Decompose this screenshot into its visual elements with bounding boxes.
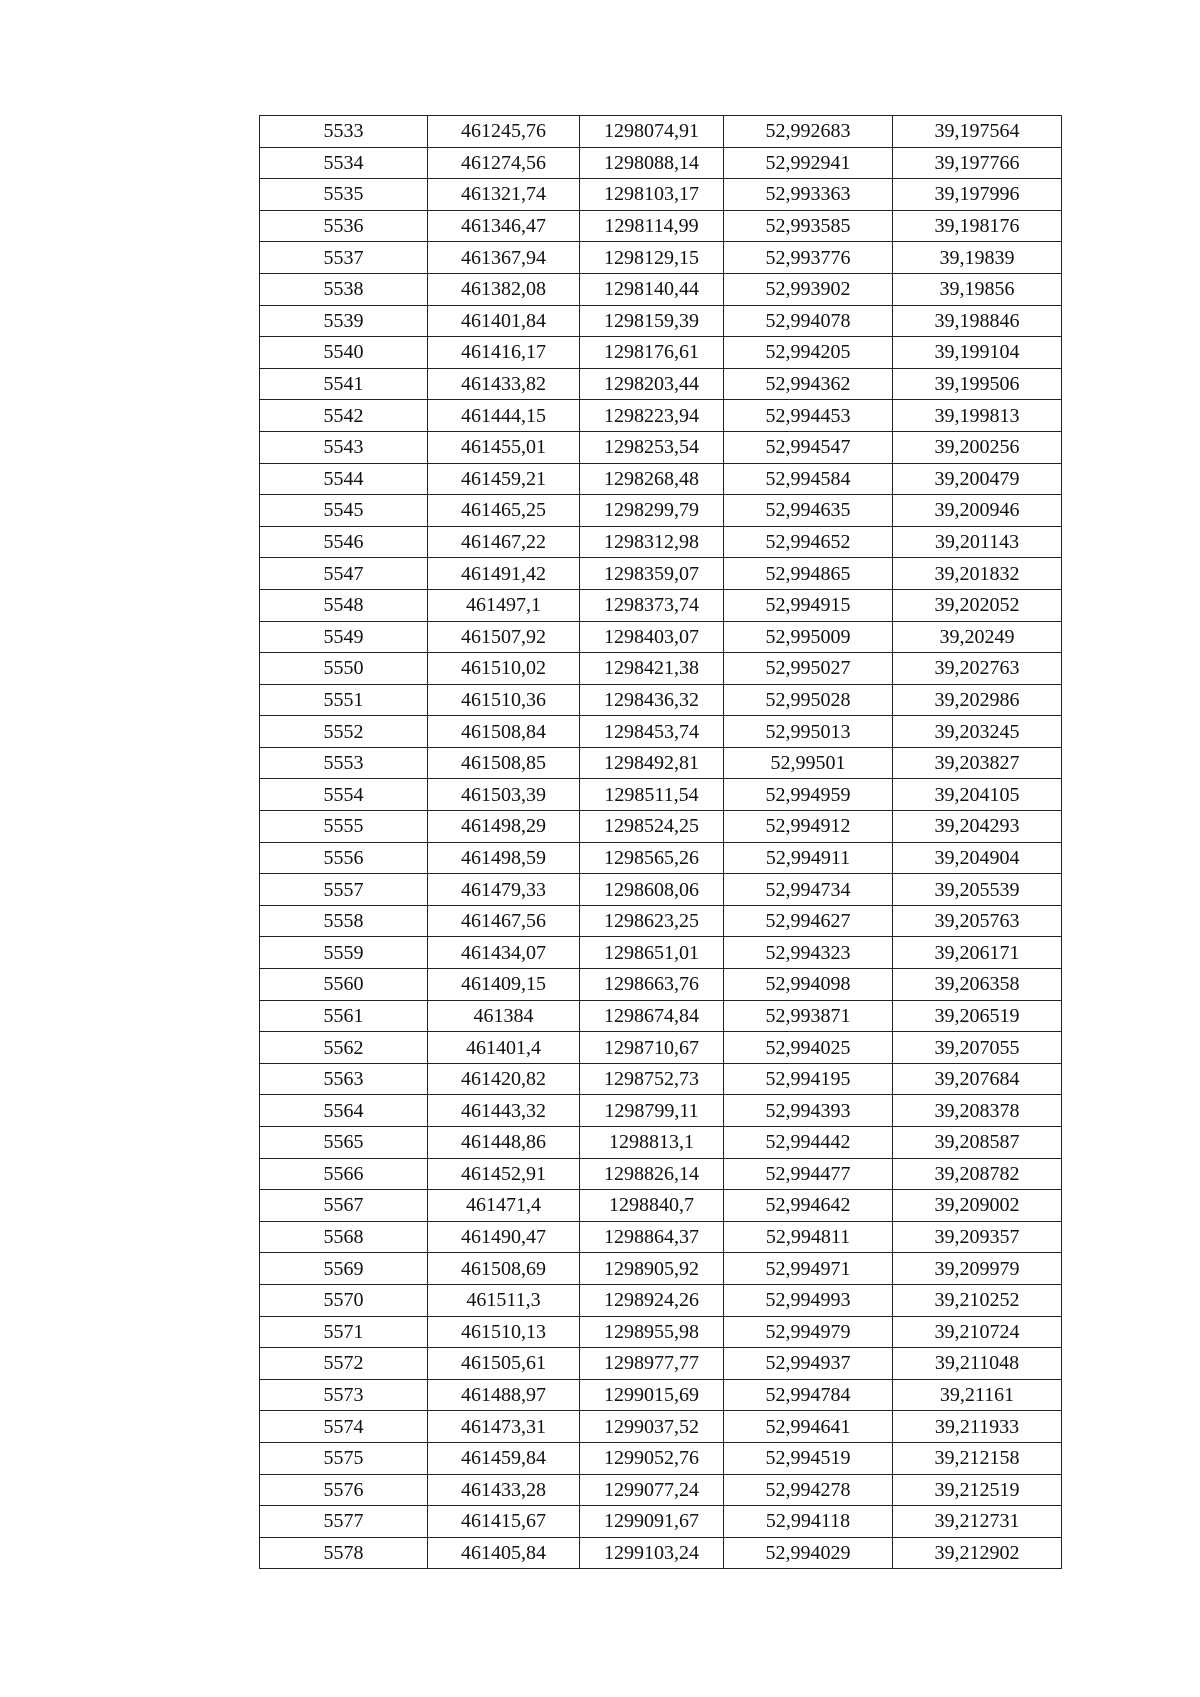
table-row xyxy=(260,495,1062,527)
latitude-cell: 52,994547 xyxy=(724,431,893,463)
point-number-cell: 5568 xyxy=(260,1221,428,1253)
y-coordinate-cell: 1298103,17 xyxy=(580,179,724,211)
point-number-cell: 5533 xyxy=(260,116,428,148)
table-row xyxy=(260,1000,1062,1032)
longitude-cell: 39,208587 xyxy=(893,1127,1062,1159)
latitude-cell: 52,994784 xyxy=(724,1379,893,1411)
latitude-cell: 52,994635 xyxy=(724,495,893,527)
longitude-cell: 39,21161 xyxy=(893,1379,1062,1411)
point-number-cell: 5537 xyxy=(260,242,428,274)
point-number-cell: 5543 xyxy=(260,431,428,463)
x-coordinate-cell: 461415,67 xyxy=(428,1506,580,1538)
table-row xyxy=(260,1506,1062,1538)
table-row xyxy=(260,147,1062,179)
y-coordinate-cell: 1298359,07 xyxy=(580,558,724,590)
latitude-cell: 52,993363 xyxy=(724,179,893,211)
longitude-cell: 39,210724 xyxy=(893,1316,1062,1348)
point-number-cell: 5563 xyxy=(260,1063,428,1095)
x-coordinate-cell: 461510,36 xyxy=(428,684,580,716)
longitude-cell: 39,19856 xyxy=(893,273,1062,305)
longitude-cell: 39,204105 xyxy=(893,779,1062,811)
latitude-cell: 52,99501 xyxy=(724,747,893,779)
x-coordinate-cell: 461505,61 xyxy=(428,1348,580,1380)
x-coordinate-cell: 461444,15 xyxy=(428,400,580,432)
point-number-cell: 5553 xyxy=(260,747,428,779)
table-row xyxy=(260,305,1062,337)
y-coordinate-cell: 1298608,06 xyxy=(580,874,724,906)
table-row xyxy=(260,1190,1062,1222)
y-coordinate-cell: 1298826,14 xyxy=(580,1158,724,1190)
latitude-cell: 52,992683 xyxy=(724,116,893,148)
y-coordinate-cell: 1298129,15 xyxy=(580,242,724,274)
x-coordinate-cell: 461508,85 xyxy=(428,747,580,779)
latitude-cell: 52,994025 xyxy=(724,1032,893,1064)
point-number-cell: 5571 xyxy=(260,1316,428,1348)
table-row xyxy=(260,210,1062,242)
latitude-cell: 52,994362 xyxy=(724,368,893,400)
longitude-cell: 39,212519 xyxy=(893,1474,1062,1506)
latitude-cell: 52,995009 xyxy=(724,621,893,653)
latitude-cell: 52,994993 xyxy=(724,1284,893,1316)
point-number-cell: 5574 xyxy=(260,1411,428,1443)
table-row xyxy=(260,684,1062,716)
x-coordinate-cell: 461503,39 xyxy=(428,779,580,811)
y-coordinate-cell: 1298074,91 xyxy=(580,116,724,148)
y-coordinate-cell: 1299052,76 xyxy=(580,1442,724,1474)
point-number-cell: 5534 xyxy=(260,147,428,179)
y-coordinate-cell: 1298253,54 xyxy=(580,431,724,463)
table-row xyxy=(260,621,1062,653)
latitude-cell: 52,994098 xyxy=(724,969,893,1001)
x-coordinate-cell: 461511,3 xyxy=(428,1284,580,1316)
table-row xyxy=(260,1253,1062,1285)
longitude-cell: 39,207684 xyxy=(893,1063,1062,1095)
longitude-cell: 39,204904 xyxy=(893,842,1062,874)
y-coordinate-cell: 1298651,01 xyxy=(580,937,724,969)
table-row xyxy=(260,874,1062,906)
x-coordinate-cell: 461245,76 xyxy=(428,116,580,148)
point-number-cell: 5549 xyxy=(260,621,428,653)
longitude-cell: 39,208378 xyxy=(893,1095,1062,1127)
point-number-cell: 5551 xyxy=(260,684,428,716)
table-row xyxy=(260,653,1062,685)
table-row xyxy=(260,779,1062,811)
x-coordinate-cell: 461274,56 xyxy=(428,147,580,179)
point-number-cell: 5570 xyxy=(260,1284,428,1316)
table-row xyxy=(260,937,1062,969)
latitude-cell: 52,994393 xyxy=(724,1095,893,1127)
longitude-cell: 39,20249 xyxy=(893,621,1062,653)
longitude-cell: 39,206519 xyxy=(893,1000,1062,1032)
latitude-cell: 52,994029 xyxy=(724,1537,893,1569)
point-number-cell: 5538 xyxy=(260,273,428,305)
point-number-cell: 5572 xyxy=(260,1348,428,1380)
y-coordinate-cell: 1298492,81 xyxy=(580,747,724,779)
latitude-cell: 52,994323 xyxy=(724,937,893,969)
longitude-cell: 39,203245 xyxy=(893,716,1062,748)
x-coordinate-cell: 461488,97 xyxy=(428,1379,580,1411)
latitude-cell: 52,995027 xyxy=(724,653,893,685)
x-coordinate-cell: 461401,84 xyxy=(428,305,580,337)
point-number-cell: 5575 xyxy=(260,1442,428,1474)
table-row xyxy=(260,558,1062,590)
longitude-cell: 39,204293 xyxy=(893,811,1062,843)
table-row xyxy=(260,1411,1062,1443)
point-number-cell: 5557 xyxy=(260,874,428,906)
table-row xyxy=(260,242,1062,274)
table-row xyxy=(260,716,1062,748)
point-number-cell: 5554 xyxy=(260,779,428,811)
table-row xyxy=(260,811,1062,843)
latitude-cell: 52,994519 xyxy=(724,1442,893,1474)
point-number-cell: 5548 xyxy=(260,589,428,621)
y-coordinate-cell: 1298905,92 xyxy=(580,1253,724,1285)
longitude-cell: 39,208782 xyxy=(893,1158,1062,1190)
point-number-cell: 5573 xyxy=(260,1379,428,1411)
x-coordinate-cell: 461455,01 xyxy=(428,431,580,463)
point-number-cell: 5544 xyxy=(260,463,428,495)
y-coordinate-cell: 1298176,61 xyxy=(580,337,724,369)
x-coordinate-cell: 461467,56 xyxy=(428,905,580,937)
y-coordinate-cell: 1298840,7 xyxy=(580,1190,724,1222)
point-number-cell: 5564 xyxy=(260,1095,428,1127)
latitude-cell: 52,994118 xyxy=(724,1506,893,1538)
x-coordinate-cell: 461465,25 xyxy=(428,495,580,527)
longitude-cell: 39,197564 xyxy=(893,116,1062,148)
longitude-cell: 39,203827 xyxy=(893,747,1062,779)
longitude-cell: 39,205539 xyxy=(893,874,1062,906)
x-coordinate-cell: 461459,84 xyxy=(428,1442,580,1474)
table-row xyxy=(260,337,1062,369)
y-coordinate-cell: 1298663,76 xyxy=(580,969,724,1001)
table-row xyxy=(260,747,1062,779)
x-coordinate-cell: 461382,08 xyxy=(428,273,580,305)
point-number-cell: 5542 xyxy=(260,400,428,432)
latitude-cell: 52,994652 xyxy=(724,526,893,558)
table-row xyxy=(260,1348,1062,1380)
longitude-cell: 39,209979 xyxy=(893,1253,1062,1285)
table-row xyxy=(260,463,1062,495)
longitude-cell: 39,202763 xyxy=(893,653,1062,685)
table-row xyxy=(260,905,1062,937)
latitude-cell: 52,994911 xyxy=(724,842,893,874)
point-number-cell: 5569 xyxy=(260,1253,428,1285)
longitude-cell: 39,199104 xyxy=(893,337,1062,369)
point-number-cell: 5546 xyxy=(260,526,428,558)
table-row xyxy=(260,1032,1062,1064)
table-row xyxy=(260,116,1062,148)
y-coordinate-cell: 1298813,1 xyxy=(580,1127,724,1159)
longitude-cell: 39,200479 xyxy=(893,463,1062,495)
x-coordinate-cell: 461405,84 xyxy=(428,1537,580,1569)
y-coordinate-cell: 1298524,25 xyxy=(580,811,724,843)
longitude-cell: 39,201143 xyxy=(893,526,1062,558)
latitude-cell: 52,994915 xyxy=(724,589,893,621)
longitude-cell: 39,209002 xyxy=(893,1190,1062,1222)
x-coordinate-cell: 461479,33 xyxy=(428,874,580,906)
latitude-cell: 52,993776 xyxy=(724,242,893,274)
point-number-cell: 5547 xyxy=(260,558,428,590)
point-number-cell: 5536 xyxy=(260,210,428,242)
x-coordinate-cell: 461346,47 xyxy=(428,210,580,242)
latitude-cell: 52,994584 xyxy=(724,463,893,495)
x-coordinate-cell: 461510,02 xyxy=(428,653,580,685)
longitude-cell: 39,212158 xyxy=(893,1442,1062,1474)
longitude-cell: 39,199813 xyxy=(893,400,1062,432)
coordinates-table-body xyxy=(260,116,1062,1569)
longitude-cell: 39,206171 xyxy=(893,937,1062,969)
latitude-cell: 52,994627 xyxy=(724,905,893,937)
longitude-cell: 39,197766 xyxy=(893,147,1062,179)
y-coordinate-cell: 1298312,98 xyxy=(580,526,724,558)
latitude-cell: 52,994195 xyxy=(724,1063,893,1095)
latitude-cell: 52,993902 xyxy=(724,273,893,305)
table-row xyxy=(260,1221,1062,1253)
longitude-cell: 39,211048 xyxy=(893,1348,1062,1380)
y-coordinate-cell: 1298752,73 xyxy=(580,1063,724,1095)
table-row xyxy=(260,1158,1062,1190)
y-coordinate-cell: 1298140,44 xyxy=(580,273,724,305)
latitude-cell: 52,994205 xyxy=(724,337,893,369)
y-coordinate-cell: 1298268,48 xyxy=(580,463,724,495)
point-number-cell: 5559 xyxy=(260,937,428,969)
latitude-cell: 52,994865 xyxy=(724,558,893,590)
x-coordinate-cell: 461507,92 xyxy=(428,621,580,653)
latitude-cell: 52,994642 xyxy=(724,1190,893,1222)
longitude-cell: 39,200946 xyxy=(893,495,1062,527)
longitude-cell: 39,207055 xyxy=(893,1032,1062,1064)
point-number-cell: 5576 xyxy=(260,1474,428,1506)
coordinates-table xyxy=(259,115,1062,1569)
y-coordinate-cell: 1298203,44 xyxy=(580,368,724,400)
table-row xyxy=(260,179,1062,211)
point-number-cell: 5561 xyxy=(260,1000,428,1032)
point-number-cell: 5567 xyxy=(260,1190,428,1222)
x-coordinate-cell: 461409,15 xyxy=(428,969,580,1001)
y-coordinate-cell: 1298114,99 xyxy=(580,210,724,242)
point-number-cell: 5562 xyxy=(260,1032,428,1064)
longitude-cell: 39,212731 xyxy=(893,1506,1062,1538)
y-coordinate-cell: 1299091,67 xyxy=(580,1506,724,1538)
latitude-cell: 52,994442 xyxy=(724,1127,893,1159)
longitude-cell: 39,200256 xyxy=(893,431,1062,463)
point-number-cell: 5550 xyxy=(260,653,428,685)
x-coordinate-cell: 461321,74 xyxy=(428,179,580,211)
latitude-cell: 52,994912 xyxy=(724,811,893,843)
longitude-cell: 39,202052 xyxy=(893,589,1062,621)
point-number-cell: 5565 xyxy=(260,1127,428,1159)
table-row xyxy=(260,368,1062,400)
x-coordinate-cell: 461433,28 xyxy=(428,1474,580,1506)
point-number-cell: 5578 xyxy=(260,1537,428,1569)
table-row xyxy=(260,273,1062,305)
longitude-cell: 39,209357 xyxy=(893,1221,1062,1253)
table-row xyxy=(260,1316,1062,1348)
y-coordinate-cell: 1298511,54 xyxy=(580,779,724,811)
y-coordinate-cell: 1298623,25 xyxy=(580,905,724,937)
latitude-cell: 52,992941 xyxy=(724,147,893,179)
point-number-cell: 5577 xyxy=(260,1506,428,1538)
point-number-cell: 5552 xyxy=(260,716,428,748)
latitude-cell: 52,995013 xyxy=(724,716,893,748)
longitude-cell: 39,211933 xyxy=(893,1411,1062,1443)
y-coordinate-cell: 1298977,77 xyxy=(580,1348,724,1380)
y-coordinate-cell: 1298453,74 xyxy=(580,716,724,748)
point-number-cell: 5566 xyxy=(260,1158,428,1190)
longitude-cell: 39,198846 xyxy=(893,305,1062,337)
point-number-cell: 5541 xyxy=(260,368,428,400)
latitude-cell: 52,994278 xyxy=(724,1474,893,1506)
latitude-cell: 52,994959 xyxy=(724,779,893,811)
table-row xyxy=(260,1095,1062,1127)
table-row xyxy=(260,589,1062,621)
x-coordinate-cell: 461434,07 xyxy=(428,937,580,969)
x-coordinate-cell: 461367,94 xyxy=(428,242,580,274)
point-number-cell: 5560 xyxy=(260,969,428,1001)
latitude-cell: 52,994453 xyxy=(724,400,893,432)
latitude-cell: 52,994734 xyxy=(724,874,893,906)
x-coordinate-cell: 461459,21 xyxy=(428,463,580,495)
x-coordinate-cell: 461491,42 xyxy=(428,558,580,590)
latitude-cell: 52,994477 xyxy=(724,1158,893,1190)
y-coordinate-cell: 1299015,69 xyxy=(580,1379,724,1411)
y-coordinate-cell: 1298403,07 xyxy=(580,621,724,653)
y-coordinate-cell: 1299037,52 xyxy=(580,1411,724,1443)
x-coordinate-cell: 461508,69 xyxy=(428,1253,580,1285)
table-row xyxy=(260,1537,1062,1569)
longitude-cell: 39,202986 xyxy=(893,684,1062,716)
x-coordinate-cell: 461448,86 xyxy=(428,1127,580,1159)
x-coordinate-cell: 461401,4 xyxy=(428,1032,580,1064)
longitude-cell: 39,198176 xyxy=(893,210,1062,242)
longitude-cell: 39,205763 xyxy=(893,905,1062,937)
y-coordinate-cell: 1298159,39 xyxy=(580,305,724,337)
longitude-cell: 39,199506 xyxy=(893,368,1062,400)
x-coordinate-cell: 461508,84 xyxy=(428,716,580,748)
y-coordinate-cell: 1298864,37 xyxy=(580,1221,724,1253)
table-row xyxy=(260,1063,1062,1095)
longitude-cell: 39,201832 xyxy=(893,558,1062,590)
longitude-cell: 39,210252 xyxy=(893,1284,1062,1316)
y-coordinate-cell: 1298799,11 xyxy=(580,1095,724,1127)
latitude-cell: 52,994641 xyxy=(724,1411,893,1443)
latitude-cell: 52,995028 xyxy=(724,684,893,716)
table-row xyxy=(260,431,1062,463)
table-row xyxy=(260,1474,1062,1506)
x-coordinate-cell: 461384 xyxy=(428,1000,580,1032)
x-coordinate-cell: 461433,82 xyxy=(428,368,580,400)
table-row xyxy=(260,1284,1062,1316)
y-coordinate-cell: 1298924,26 xyxy=(580,1284,724,1316)
x-coordinate-cell: 461452,91 xyxy=(428,1158,580,1190)
y-coordinate-cell: 1298223,94 xyxy=(580,400,724,432)
latitude-cell: 52,993585 xyxy=(724,210,893,242)
point-number-cell: 5558 xyxy=(260,905,428,937)
longitude-cell: 39,206358 xyxy=(893,969,1062,1001)
table-row xyxy=(260,1127,1062,1159)
x-coordinate-cell: 461498,29 xyxy=(428,811,580,843)
longitude-cell: 39,212902 xyxy=(893,1537,1062,1569)
table-row xyxy=(260,842,1062,874)
x-coordinate-cell: 461473,31 xyxy=(428,1411,580,1443)
point-number-cell: 5555 xyxy=(260,811,428,843)
table-row xyxy=(260,1442,1062,1474)
table-row xyxy=(260,526,1062,558)
x-coordinate-cell: 461490,47 xyxy=(428,1221,580,1253)
table-row xyxy=(260,969,1062,1001)
y-coordinate-cell: 1299103,24 xyxy=(580,1537,724,1569)
x-coordinate-cell: 461498,59 xyxy=(428,842,580,874)
latitude-cell: 52,994937 xyxy=(724,1348,893,1380)
y-coordinate-cell: 1298674,84 xyxy=(580,1000,724,1032)
point-number-cell: 5556 xyxy=(260,842,428,874)
y-coordinate-cell: 1298421,38 xyxy=(580,653,724,685)
y-coordinate-cell: 1298955,98 xyxy=(580,1316,724,1348)
longitude-cell: 39,197996 xyxy=(893,179,1062,211)
table-row xyxy=(260,1379,1062,1411)
point-number-cell: 5535 xyxy=(260,179,428,211)
latitude-cell: 52,994971 xyxy=(724,1253,893,1285)
x-coordinate-cell: 461416,17 xyxy=(428,337,580,369)
x-coordinate-cell: 461471,4 xyxy=(428,1190,580,1222)
y-coordinate-cell: 1298710,67 xyxy=(580,1032,724,1064)
x-coordinate-cell: 461510,13 xyxy=(428,1316,580,1348)
latitude-cell: 52,994979 xyxy=(724,1316,893,1348)
y-coordinate-cell: 1298088,14 xyxy=(580,147,724,179)
latitude-cell: 52,993871 xyxy=(724,1000,893,1032)
x-coordinate-cell: 461420,82 xyxy=(428,1063,580,1095)
latitude-cell: 52,994078 xyxy=(724,305,893,337)
x-coordinate-cell: 461443,32 xyxy=(428,1095,580,1127)
point-number-cell: 5545 xyxy=(260,495,428,527)
point-number-cell: 5539 xyxy=(260,305,428,337)
longitude-cell: 39,19839 xyxy=(893,242,1062,274)
y-coordinate-cell: 1298299,79 xyxy=(580,495,724,527)
x-coordinate-cell: 461497,1 xyxy=(428,589,580,621)
y-coordinate-cell: 1298373,74 xyxy=(580,589,724,621)
y-coordinate-cell: 1298436,32 xyxy=(580,684,724,716)
point-number-cell: 5540 xyxy=(260,337,428,369)
x-coordinate-cell: 461467,22 xyxy=(428,526,580,558)
y-coordinate-cell: 1298565,26 xyxy=(580,842,724,874)
latitude-cell: 52,994811 xyxy=(724,1221,893,1253)
y-coordinate-cell: 1299077,24 xyxy=(580,1474,724,1506)
table-row xyxy=(260,400,1062,432)
